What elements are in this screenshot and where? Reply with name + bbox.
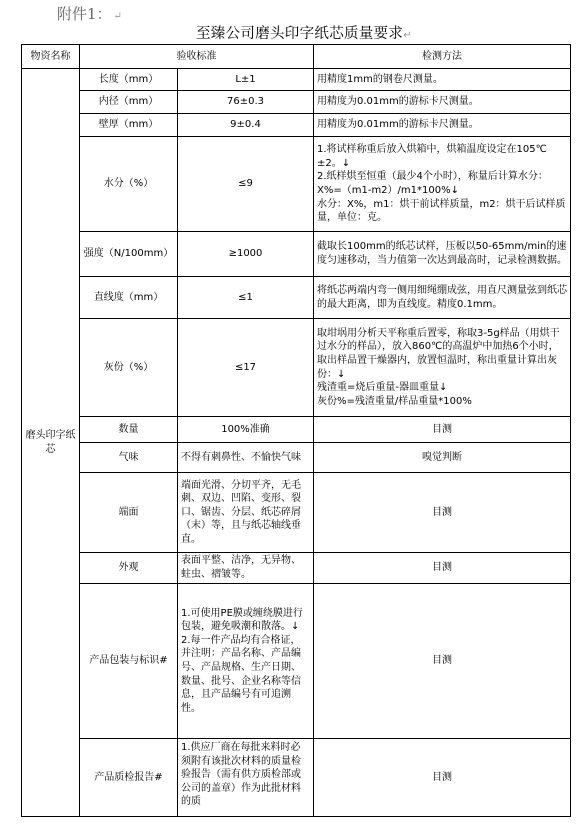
method-text: 目测	[314, 417, 571, 443]
document-title: 至臻公司磨头印字纸芯质量要求↵	[196, 26, 412, 42]
standard-value: 9±0.4	[178, 114, 314, 137]
method-text	[314, 319, 571, 417]
table-row	[22, 232, 571, 277]
table-row	[22, 114, 571, 137]
item-name: 气味	[80, 443, 178, 473]
item-name: 强度（N/100mm）	[80, 232, 178, 277]
standard-value	[178, 584, 314, 739]
table-row	[22, 277, 571, 319]
method-line: 取坩埚用分析天平称重后置零，称取3-5g样品（用烘干过水分的样品），放入860℃的高温炉中加热6个小时，取出样品置干燥器内，放置恒温时，称出重量计算出灰份：↓	[317, 327, 560, 380]
method-line: 灰份%=残渣重量/样品重量*100%	[317, 395, 472, 407]
header-material-name: 物资名称	[22, 45, 80, 69]
method-line: 残渣重=烧后重量-器皿重量↓	[317, 382, 448, 394]
item-name: 数量	[80, 417, 178, 443]
method-line: 1.将试样称重后放入烘箱中，烘箱温度设定在105℃±2。↓	[317, 144, 547, 169]
method-text: 目测	[314, 553, 571, 584]
table-row	[22, 553, 571, 584]
table-header-row	[22, 45, 571, 69]
table-row	[22, 443, 571, 473]
method-text: 用精度1mm的钢卷尺测量。	[314, 69, 571, 91]
method-text: 截取长100mm的纸芯试样，压板以50-65mm/min的速度匀速移动，当力值第一次达到最高时，记录检测数据。	[314, 232, 571, 277]
method-line: 2.纸样烘至恒重（最少4个小时），称量后计算水分：X%=（m1-m2）/m1*100%↓	[317, 171, 548, 196]
item-name: 灰份（%）	[80, 319, 178, 417]
header-test-method: 检测方法	[314, 45, 571, 69]
standard-value: 表面平整、洁净，无异物、蛀虫、褶皱等。	[178, 553, 314, 584]
table-row	[22, 739, 571, 817]
standard-line: 1.可使用PE膜或缠绕膜进行包装，避免吸潮和散落。↓	[181, 607, 303, 633]
table-row	[22, 91, 571, 114]
quality-requirements-table	[21, 44, 571, 817]
item-name: 直线度（mm）	[80, 277, 178, 319]
standard-value: ≤17	[178, 319, 314, 417]
method-text: 用精度为0.01mm的游标卡尺测量。	[314, 114, 571, 137]
item-name: 壁厚（mm）	[80, 114, 178, 137]
standard-value: ≤1	[178, 277, 314, 319]
table-row	[22, 69, 571, 91]
standard-value: 76±0.3	[178, 91, 314, 114]
table-row	[22, 319, 571, 417]
table-row	[22, 137, 571, 232]
item-name: 内径（mm）	[80, 91, 178, 114]
item-name: 产品质检报告#	[80, 739, 178, 817]
method-line: 水分：X%，m1：烘干前试样质量，m2：烘干后试样质量，单位：克。	[317, 198, 566, 224]
method-text: 目测	[314, 584, 571, 739]
attachment-label: 附件1： ↵	[57, 5, 122, 23]
method-text: 将纸芯两端内弯一侧用细绳绷成弦，用直尺测量弦到纸芯的最大距离，即为直线度。精度0.1mm。	[314, 277, 571, 319]
header-acceptance-standard: 验收标准	[80, 45, 314, 69]
standard-value: 不得有刺鼻性、不愉快气味	[178, 443, 314, 473]
item-name: 水分（%）	[80, 137, 178, 232]
material-name-cell: 磨头印字纸芯	[22, 69, 80, 817]
item-name: 端面	[80, 473, 178, 553]
method-text: 目测	[314, 473, 571, 553]
table-row	[22, 417, 571, 443]
standard-line: 2.每一件产品均有合格证，并注明：产品名称、产品编号、产品规格、生产日期、数量、批号、企业名称等信息，且产品编号有可追溯性。	[181, 634, 301, 714]
standard-value: ≥1000	[178, 232, 314, 277]
item-name: 产品包装与标识#	[80, 584, 178, 739]
table-row	[22, 473, 571, 553]
standard-value: L±1	[178, 69, 314, 91]
standard-value: 1.供应厂商在每批来料时必须附有该批次材料的质量检验报告（需有供方质检部或公司的盖章）作为此批材料的质	[178, 739, 314, 817]
method-text: 用精度为0.01mm的游标卡尺测量。	[314, 91, 571, 114]
method-text: 嗅觉判断	[314, 443, 571, 473]
item-name: 外观	[80, 553, 178, 584]
method-text: 目测	[314, 739, 571, 817]
table-row	[22, 584, 571, 739]
standard-value: 端面光滑、分切平齐，无毛刺、双边、凹陷、变形、裂口、锯齿、分层、纸芯碎屑（末）等，且与纸芯轴线垂直。	[178, 473, 314, 553]
standard-value: ≤9	[178, 137, 314, 232]
item-name: 长度（mm）	[80, 69, 178, 91]
method-text	[314, 137, 571, 232]
standard-value: 100%准确	[178, 417, 314, 443]
